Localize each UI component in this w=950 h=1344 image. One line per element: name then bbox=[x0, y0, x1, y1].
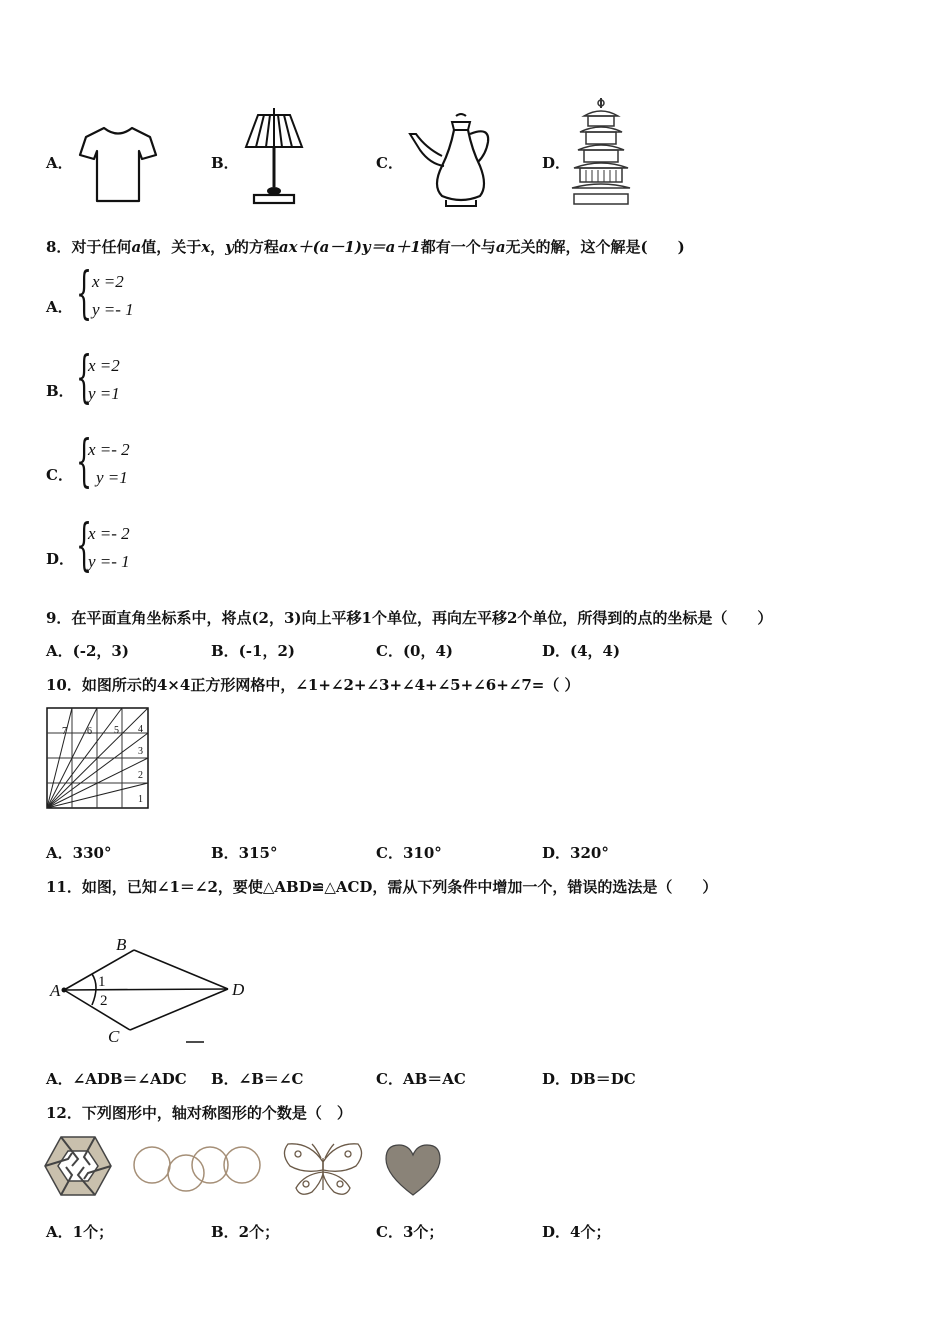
q10-option-c: C．310° bbox=[376, 844, 442, 862]
q9-stem: 9．在平面直角坐标系中，将点(2，3)向上平移1个单位，再向左平移2个单位，所得到的点的坐标是（ ） bbox=[46, 609, 773, 627]
q10-option-b: B．315° bbox=[211, 844, 278, 862]
q8-option-a-label: A． bbox=[46, 298, 73, 316]
q8-option-d-system: x =- 2 y =- 1 bbox=[88, 524, 130, 571]
q12-option-a: A．1个； bbox=[46, 1223, 114, 1241]
q8-option-a-system: x =2 y =- 1 bbox=[92, 272, 134, 319]
q11-option-a: A．∠ADB＝∠ADC bbox=[46, 1070, 187, 1088]
q11-option-c: C．AB＝AC bbox=[376, 1070, 466, 1088]
grid-label-6: 6 bbox=[87, 726, 92, 737]
grid-label-3: 3 bbox=[138, 746, 143, 757]
q11-option-b: B．∠B＝∠C bbox=[211, 1070, 304, 1088]
q7-option-b-label: B． bbox=[211, 154, 239, 172]
q12-option-c: C．3个； bbox=[376, 1223, 444, 1241]
grid-label-5: 5 bbox=[114, 725, 119, 736]
q11-quadrilateral-figure bbox=[46, 930, 256, 1050]
q9-option-c: C．(0，4) bbox=[376, 642, 454, 660]
hexagon-knot-icon bbox=[44, 1135, 112, 1197]
pagoda-icon bbox=[570, 98, 632, 208]
q8-option-c-label: C． bbox=[46, 466, 73, 484]
point-label-d: D bbox=[232, 980, 245, 999]
grid-label-4: 4 bbox=[138, 724, 143, 735]
q7-option-d-label: D． bbox=[542, 154, 571, 172]
teapot-icon bbox=[406, 110, 492, 208]
q8-option-b-label: B． bbox=[46, 382, 74, 400]
q8-option-b-system: x =2 y =1 bbox=[88, 356, 120, 403]
t-shirt-icon bbox=[78, 125, 158, 205]
grid-label-2: 2 bbox=[138, 770, 143, 781]
butterfly-icon bbox=[280, 1140, 366, 1200]
q12-stem: 12．下列图形中，轴对称图形的个数是（ ） bbox=[46, 1104, 352, 1122]
q8-option-c-system: x =- 2 y =1 bbox=[88, 440, 130, 487]
left-brace-icon: { bbox=[76, 345, 93, 410]
point-label-c: C bbox=[108, 1027, 120, 1046]
q11-option-d: D．DB＝DC bbox=[542, 1070, 636, 1088]
angle-label-1: 1 bbox=[98, 974, 106, 990]
q10-option-d: D．320° bbox=[542, 844, 609, 862]
left-brace-icon: { bbox=[76, 261, 93, 326]
angle-label-2: 2 bbox=[100, 993, 108, 1009]
q7-option-c-label: C． bbox=[376, 154, 403, 172]
q12-option-d: D．4个； bbox=[542, 1223, 611, 1241]
q7-option-a-label: A． bbox=[46, 154, 73, 172]
olympic-rings-icon bbox=[132, 1143, 264, 1197]
q10-stem: 10．如图所示的4×4正方形网格中，∠1+∠2+∠3+∠4+∠5+∠6+∠7=（ ） bbox=[46, 676, 580, 694]
left-brace-icon: { bbox=[76, 513, 93, 578]
left-brace-icon: { bbox=[76, 429, 93, 494]
q10-option-a: A．330° bbox=[46, 844, 112, 862]
q11-stem: 11．如图，已知∠1＝∠2，要使△ABD≌△ACD，需从下列条件中增加一个，错误的选法是（ ） bbox=[46, 878, 718, 896]
point-label-b: B bbox=[116, 935, 127, 954]
grid-label-7: 7 bbox=[62, 726, 67, 737]
q8-stem: 8．对于任何a值，关于x，y的方程ax＋(a－1)y＝a＋1都有一个与a无关的解，这个解是( ) bbox=[46, 238, 685, 256]
q10-grid-figure bbox=[46, 706, 150, 810]
q9-option-d: D．(4，4) bbox=[542, 642, 621, 660]
q9-option-b: B．(-1，2) bbox=[211, 642, 295, 660]
heart-icon bbox=[384, 1143, 442, 1197]
grid-label-1: 1 bbox=[138, 794, 143, 805]
q12-option-b: B．2个； bbox=[211, 1223, 280, 1241]
q8-option-d-label: D． bbox=[46, 550, 75, 568]
lamp-icon bbox=[242, 105, 306, 207]
point-label-a: A bbox=[50, 981, 61, 1000]
q9-option-a: A．(-2，3) bbox=[46, 642, 129, 660]
